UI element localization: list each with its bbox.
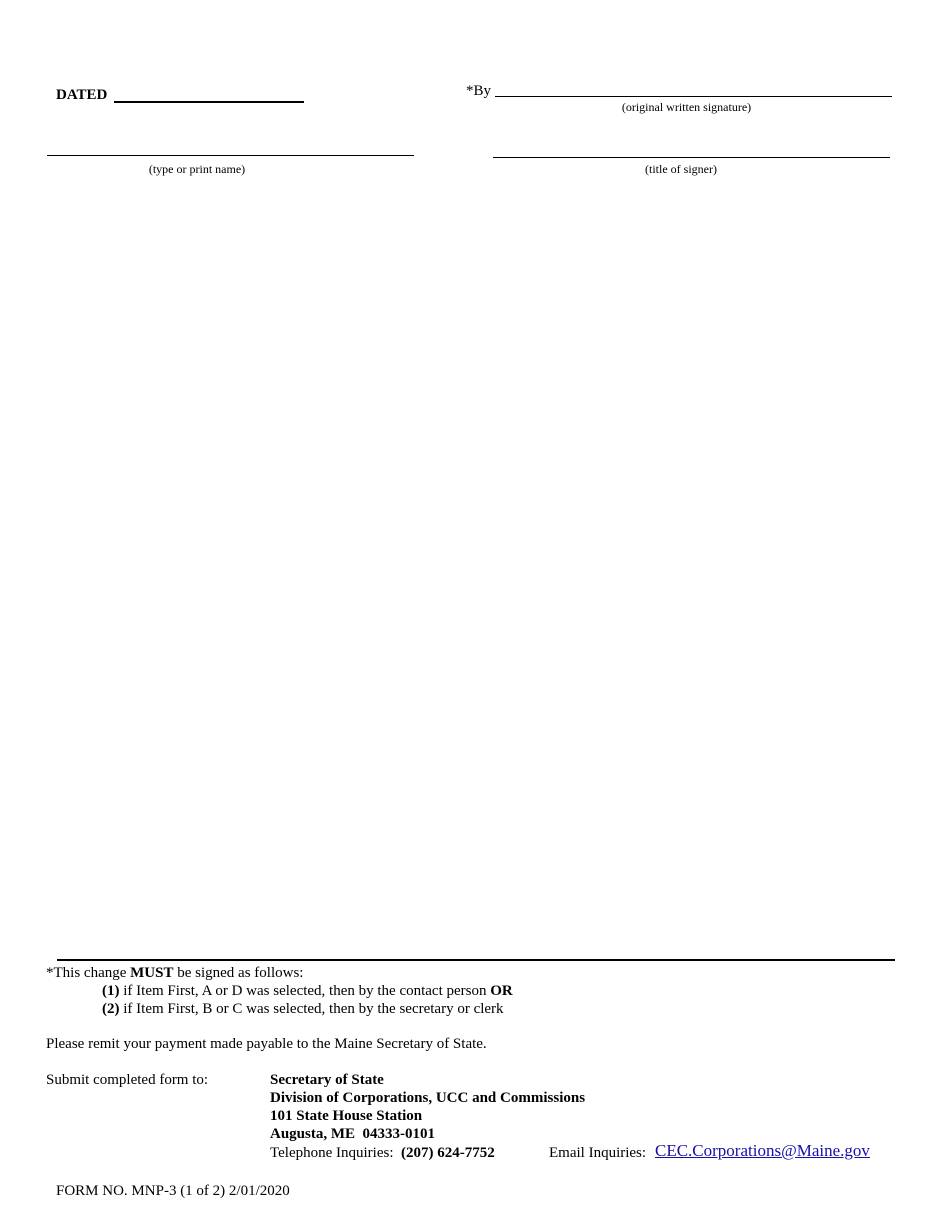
must-emphasis: MUST bbox=[130, 965, 174, 981]
signature-line[interactable] bbox=[495, 96, 892, 97]
remit-text: Please remit your payment made payable to the Maine Secretary of State. bbox=[46, 1036, 487, 1052]
phone-number: (207) 624-7752 bbox=[401, 1145, 495, 1161]
address-line-1: Secretary of State bbox=[270, 1072, 384, 1088]
by-label: *By bbox=[466, 83, 492, 99]
email-link[interactable]: CEC.Corporations@Maine.gov bbox=[655, 1141, 870, 1160]
dated-label: DATED bbox=[56, 87, 108, 103]
title-line[interactable] bbox=[493, 157, 890, 158]
print-name-caption: (type or print name) bbox=[148, 162, 246, 176]
submit-label: Submit completed form to: bbox=[46, 1072, 209, 1088]
print-name-line[interactable] bbox=[47, 155, 414, 156]
dated-line[interactable] bbox=[114, 101, 304, 103]
address-line-3: 101 State House Station bbox=[270, 1108, 423, 1124]
original-signature-caption: (original written signature) bbox=[621, 100, 752, 114]
signing-rule-1: (1) if Item First, A or D was selected, then by the contact person OR bbox=[102, 983, 513, 999]
signing-rule-2: (2) if Item First, B or C was selected, then by the secretary or clerk bbox=[102, 1001, 504, 1017]
address-line-4: Augusta, ME 04333-0101 bbox=[270, 1126, 436, 1142]
email-inquiries-label: Email Inquiries: bbox=[549, 1145, 647, 1161]
title-caption: (title of signer) bbox=[645, 162, 717, 176]
address-line-2: Division of Corporations, UCC and Commissions bbox=[270, 1090, 586, 1106]
form-number: FORM NO. MNP-3 (1 of 2) 2/01/2020 bbox=[56, 1183, 290, 1199]
signing-note-heading: *This change MUST be signed as follows: bbox=[46, 965, 304, 981]
telephone-inquiries: Telephone Inquiries: (207) 624-7752 bbox=[270, 1145, 495, 1161]
footer-divider bbox=[57, 959, 895, 961]
